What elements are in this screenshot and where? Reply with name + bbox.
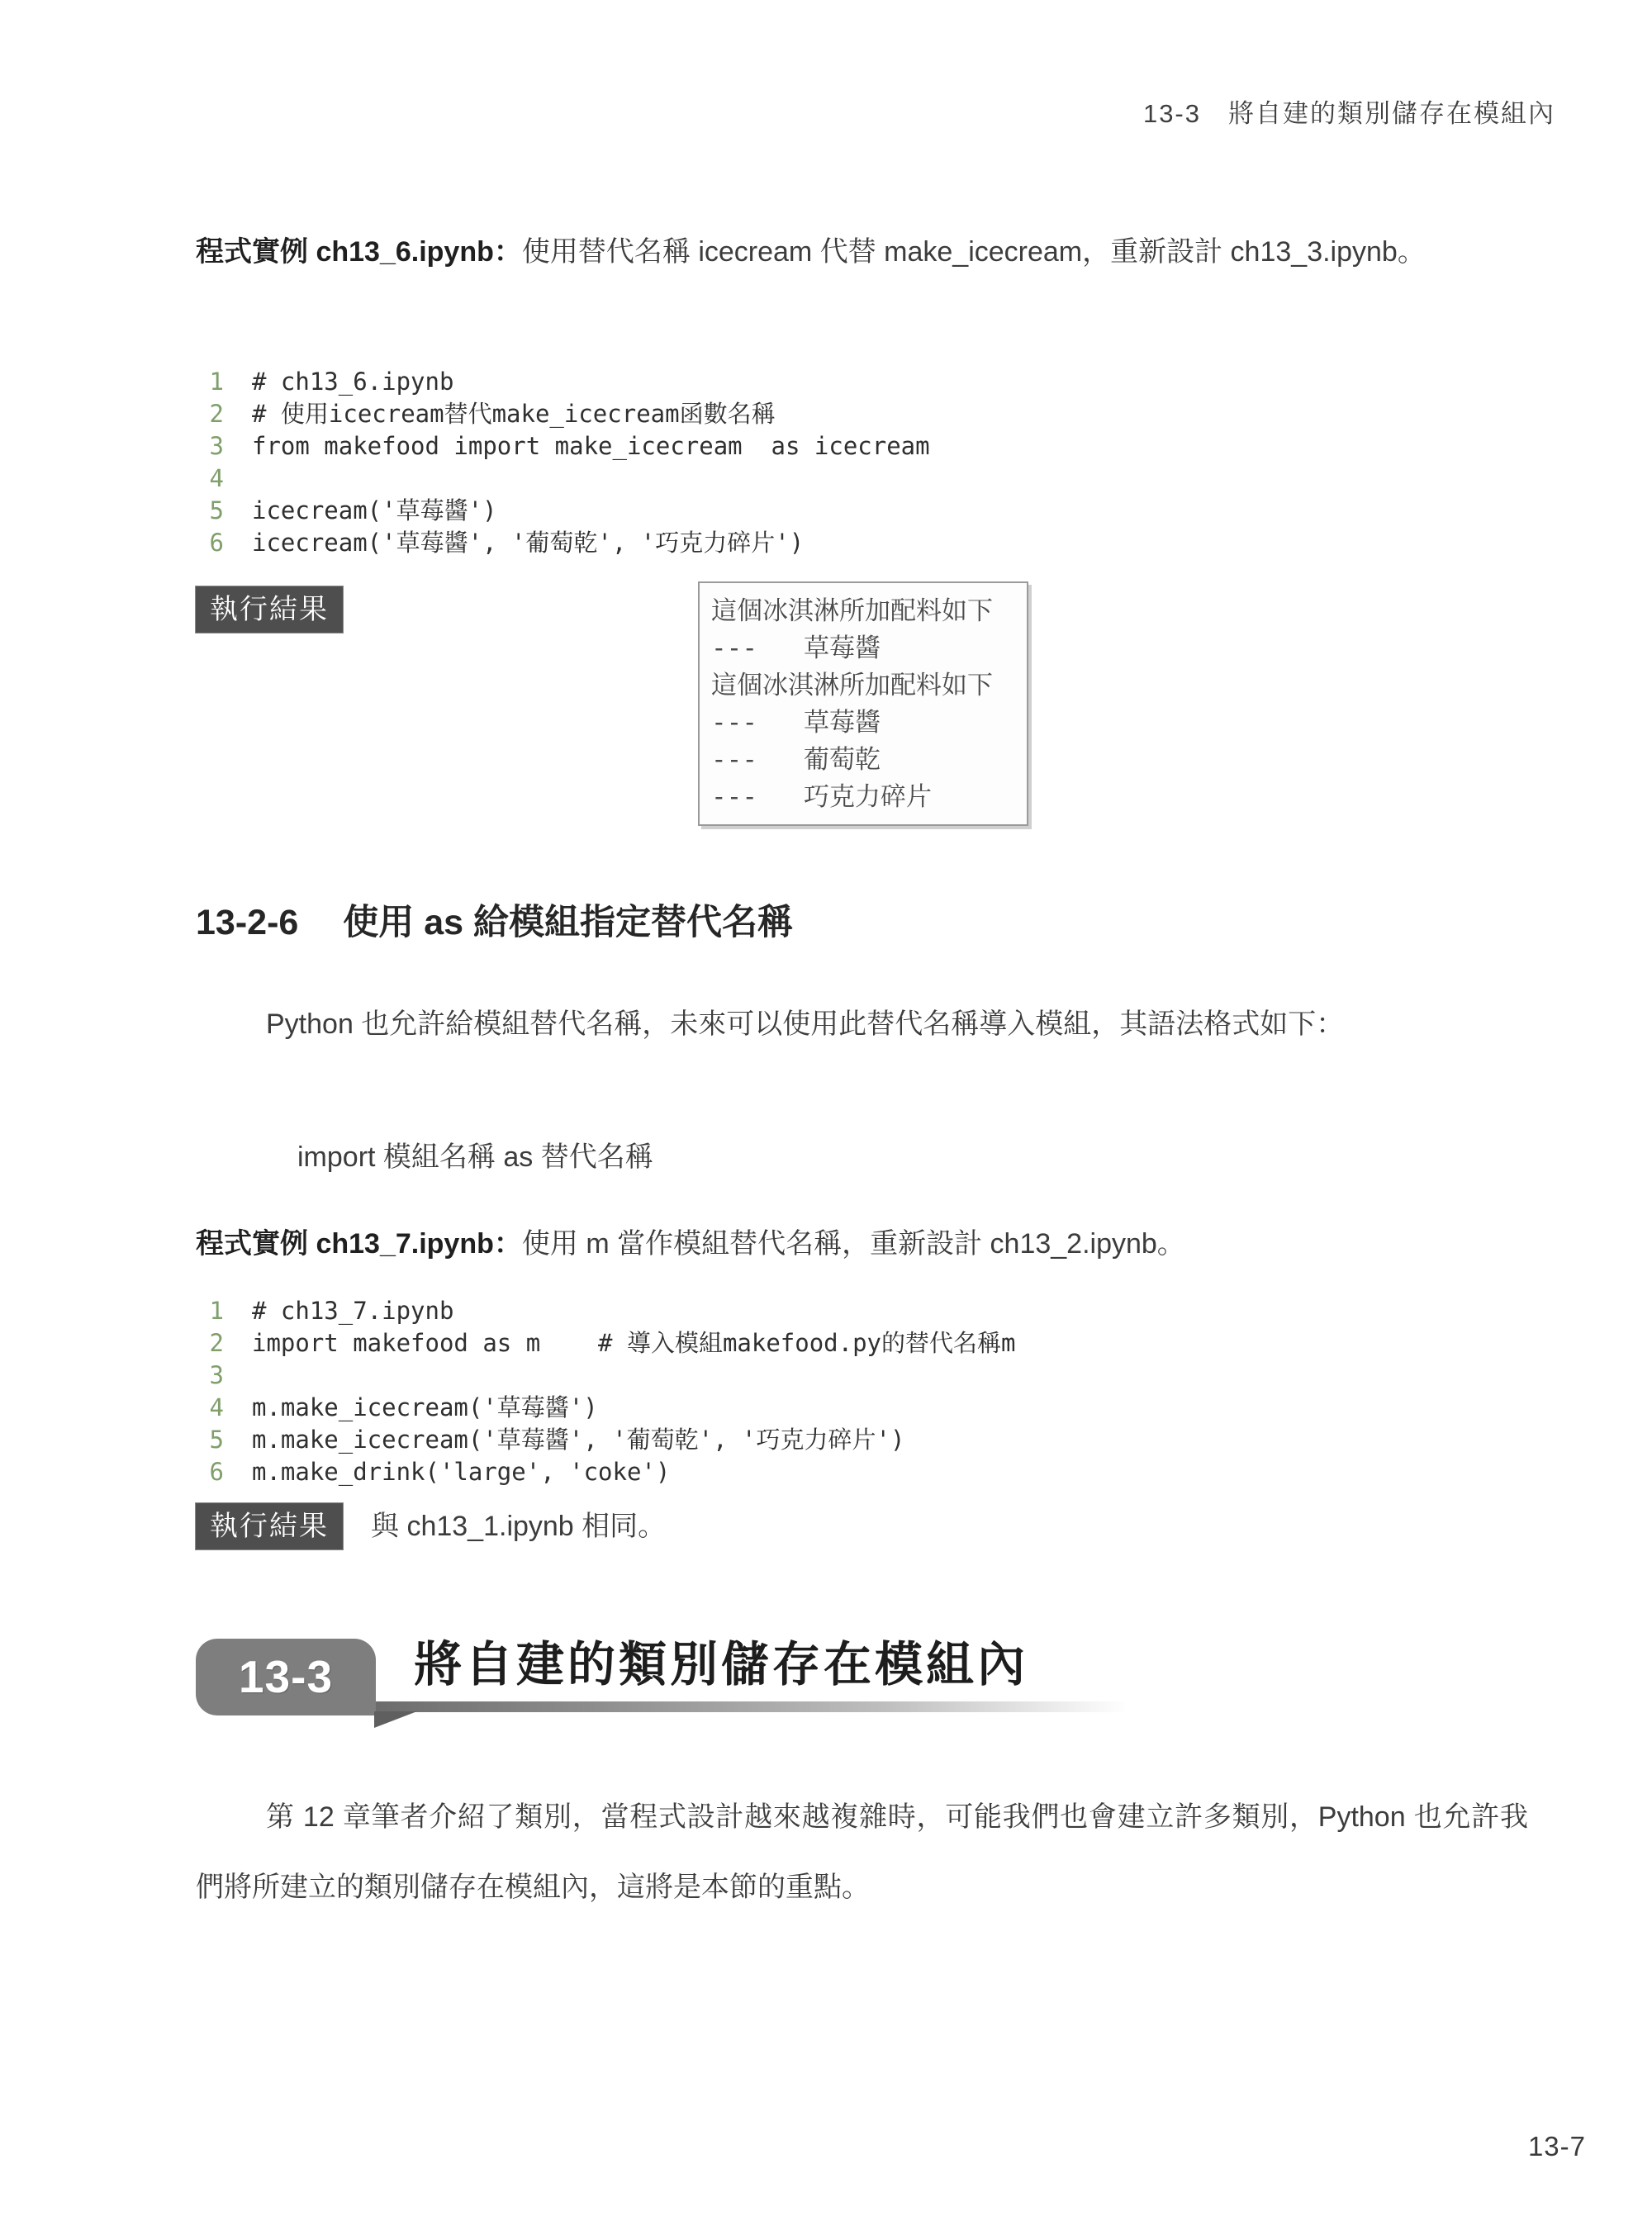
example1-intro <box>196 217 1528 287</box>
result-badge: 執行結果 <box>196 1503 343 1549</box>
line-number: 1 <box>209 368 224 396</box>
line-number: 2 <box>209 1329 224 1357</box>
result-badge: 執行結果 <box>196 586 343 633</box>
code-line <box>201 1295 1015 1327</box>
section-number: 13-2-6 <box>196 903 299 942</box>
output-line: 這個冰淇淋所加配料如下 <box>711 671 993 700</box>
code-line <box>201 1327 1015 1360</box>
line-number: 6 <box>209 1458 224 1486</box>
code-line <box>201 398 930 430</box>
output-line: 這個冰淇淋所加配料如下 <box>711 596 993 626</box>
example1-label: 程式實例 ch13_6.ipynb： <box>196 236 522 268</box>
section-13-2-6-heading <box>196 894 793 945</box>
example1-output-box <box>698 581 1028 826</box>
code-line <box>201 1456 1015 1488</box>
example1-description: 使用替代名稱 icecream 代替 make_icecream，重新設計 ch13_3.ipynb。 <box>521 236 1426 268</box>
line-number: 6 <box>209 529 224 557</box>
output-line: --- 葡萄乾 <box>711 745 881 775</box>
code-line <box>201 1360 1015 1392</box>
example1-code-block <box>201 366 930 559</box>
section-13-2-6-paragraph: Python 也允許給模組替代名稱，未來可以使用此替代名稱導入模組，其語法格式如下： <box>266 1008 1345 1040</box>
code-line <box>201 1424 1015 1456</box>
banner-notch <box>374 1711 417 1728</box>
page-number: 13-7 <box>1527 2131 1586 2161</box>
code-line <box>201 430 930 463</box>
code-text: m.make_drink('large', 'coke') <box>252 1458 671 1486</box>
code-line <box>201 1392 1015 1424</box>
line-number: 5 <box>209 496 224 524</box>
code-text: icecream('草莓醬', '葡萄乾', '巧克力碎片') <box>252 529 805 557</box>
example2-description: 使用 m 當作模組替代名稱，重新設計 ch13_2.ipynb。 <box>521 1228 1185 1260</box>
code-line <box>201 366 930 398</box>
output-line: --- 草莓醬 <box>711 633 881 663</box>
syntax-line: import 模組名稱 as 替代名稱 <box>297 1141 653 1173</box>
code-line <box>201 463 930 495</box>
code-text: # ch13_7.ipynb <box>252 1297 454 1325</box>
code-text: from makefood import make_icecream as icecream <box>252 432 930 460</box>
section-13-3-banner <box>196 1639 1528 1730</box>
page-content <box>196 0 1528 2235</box>
code-text: # ch13_6.ipynb <box>252 368 454 396</box>
section-number-badge: 13-3 <box>196 1639 376 1715</box>
section-13-3-paragraph: 第 12 章筆者介紹了類別，當程式設計越來越複雜時，可能我們也會建立許多類別，Python 也允許我們將所建立的類別儲存在模組內，這將是本節的重點。 <box>196 1801 1528 1903</box>
output-line: --- 巧克力碎片 <box>711 782 932 812</box>
line-number: 5 <box>209 1426 224 1454</box>
section-title-text: 使用 as 給模組指定替代名稱 <box>343 903 794 942</box>
output-line: --- 草莓醬 <box>711 708 881 738</box>
line-number: 4 <box>209 1393 224 1421</box>
code-text: icecream('草莓醬') <box>252 496 497 524</box>
code-line <box>201 495 930 527</box>
code-text: # 使用icecream替代make_icecream函數名稱 <box>252 400 776 428</box>
line-number: 3 <box>209 1361 224 1389</box>
example2-code-block <box>201 1295 1015 1488</box>
code-text: import makefood as m # 導入模組makefood.py的替代名稱m <box>252 1329 1016 1357</box>
running-header: 13-3 將自建的類別儲存在模組內 <box>1142 99 1555 128</box>
line-number: 3 <box>209 432 224 460</box>
code-text: m.make_icecream('草莓醬', '葡萄乾', '巧克力碎片') <box>252 1426 905 1454</box>
example2-label: 程式實例 ch13_7.ipynb： <box>196 1228 522 1260</box>
result-text: 與 ch13_1.ipynb 相同。 <box>371 1511 667 1542</box>
line-number: 2 <box>209 400 224 428</box>
example2-intro <box>196 1219 1528 1269</box>
section-13-3-title: 將自建的類別儲存在模組內 <box>414 1638 1029 1692</box>
code-line <box>201 527 930 559</box>
banner-underline <box>376 1701 1293 1712</box>
line-number: 4 <box>209 464 224 492</box>
line-number: 1 <box>209 1297 224 1325</box>
code-text: m.make_icecream('草莓醬') <box>252 1393 598 1421</box>
